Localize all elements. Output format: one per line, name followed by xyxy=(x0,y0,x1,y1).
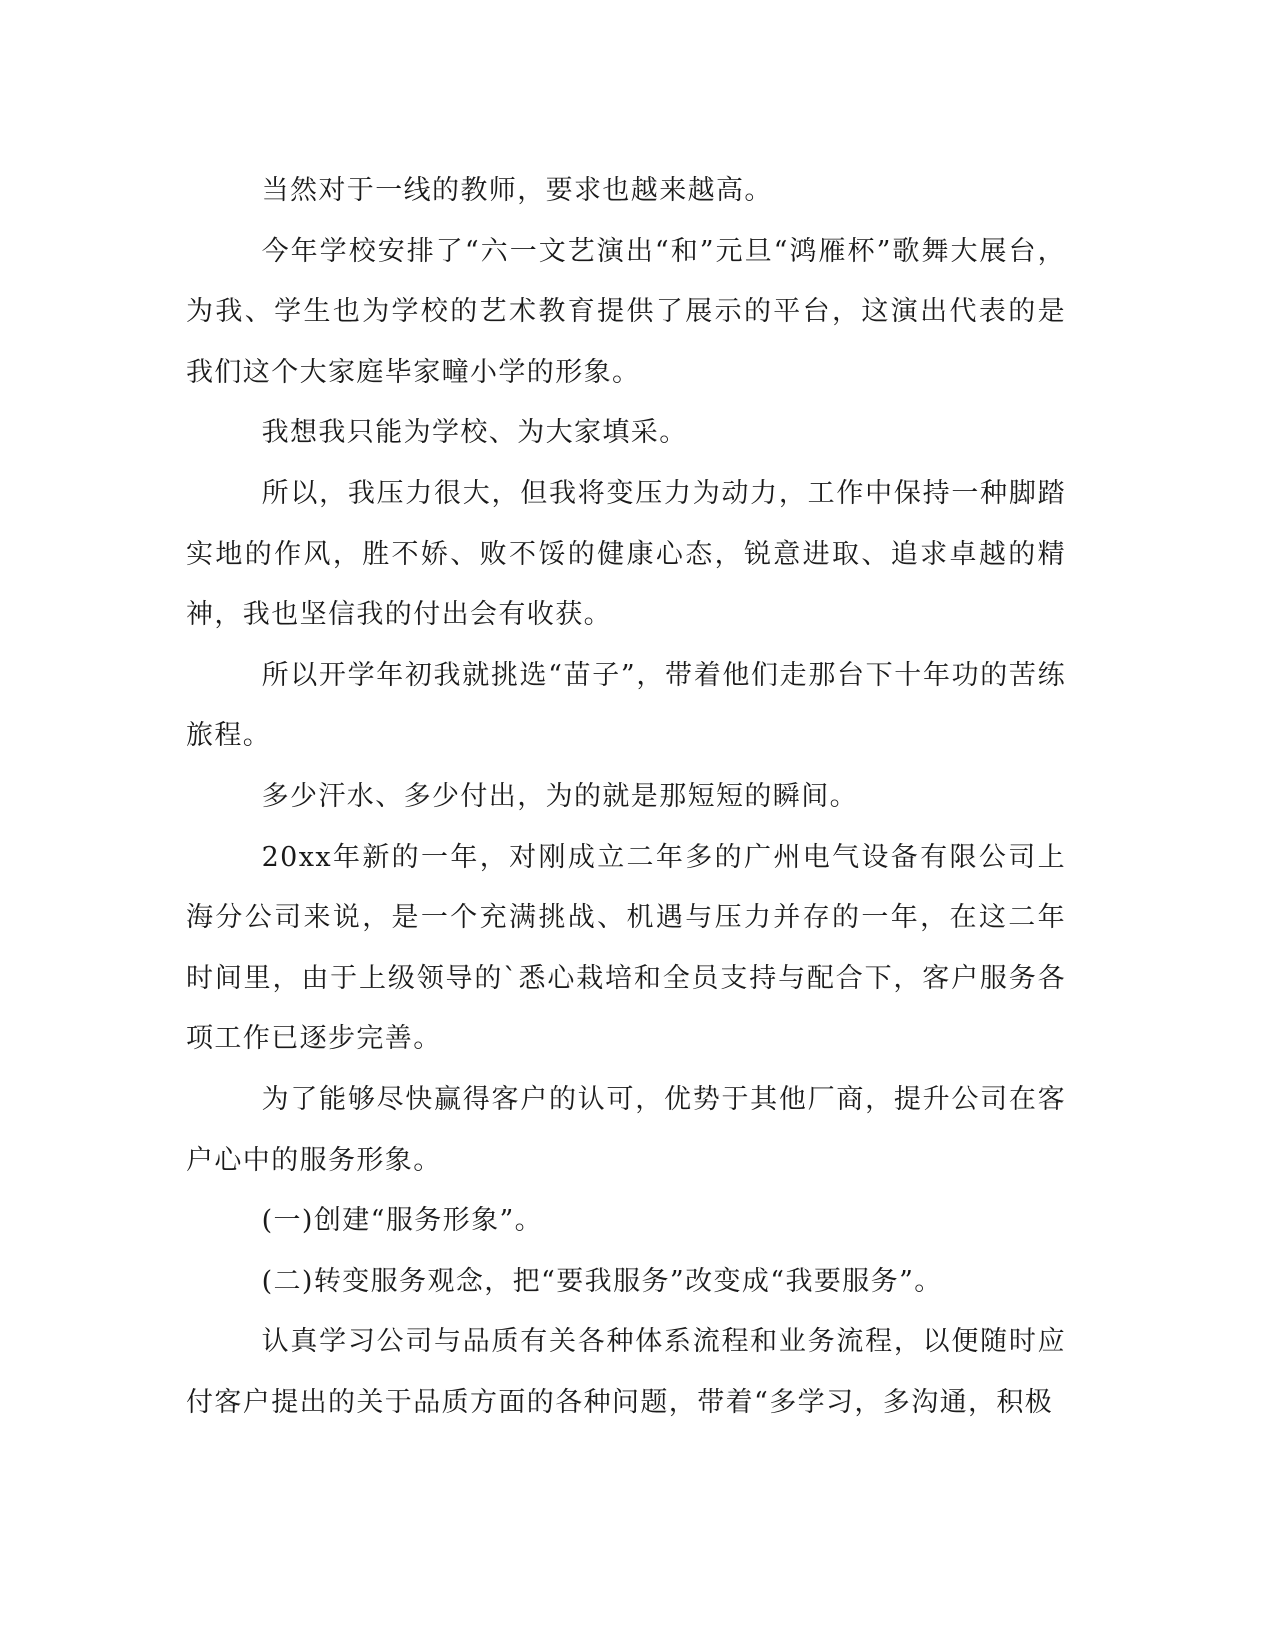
paragraph: 所以，我压力很大，但我将变压力为动力，工作中保持一种脚踏实地的作风，胜不娇、败不馁的健康心态，锐意进取、追求卓越的精神，我也坚信我的付出会有收获。 xyxy=(186,477,1066,631)
paragraph: 为了能够尽快赢得客户的认可，优势于其他厂商，提升公司在客户心中的服务形象。 xyxy=(186,1083,1066,1176)
paragraph: 今年学校安排了“六一文艺演出“和”元旦“鸿雁杯”歌舞大展台，为我、学生也为学校的艺术教育提供了展示的平台，这演出代表的是我们这个大家庭毕家疃小学的形象。 xyxy=(186,235,1066,388)
paragraph: 认真学习公司与品质有关各种体系流程和业务流程，以便随时应付客户提出的关于品质方面的各种问题，带着“多学习，多沟通，积极 xyxy=(186,1326,1066,1418)
paragraph: 20xx年新的一年，对刚成立二年多的广州电气设备有限公司上海分公司来说，是一个充满挑战、机遇与压力并存的一年，在这二年时间里，由于上级领导的`悉心栽培和全员支持与配合下，客户服务各项工作已逐步完善。 xyxy=(186,841,1066,1055)
paragraph: (二)转变服务观念，把“要我服务”改变成“我要服务”。 xyxy=(261,1265,943,1297)
paragraph: 当然对于一线的教师，要求也越来越高。 xyxy=(261,175,773,206)
document-body xyxy=(186,161,1066,1433)
paragraph: 我想我只能为学校、为大家填采。 xyxy=(261,417,688,449)
paragraph: 所以开学年初我就挑选“苗子”，带着他们走那台下十年功的苦练旅程。 xyxy=(186,659,1066,752)
paragraph: (一)创建“服务形象”。 xyxy=(261,1205,544,1237)
paragraph: 多少汗水、多少付出，为的就是那短短的瞬间。 xyxy=(261,780,858,812)
